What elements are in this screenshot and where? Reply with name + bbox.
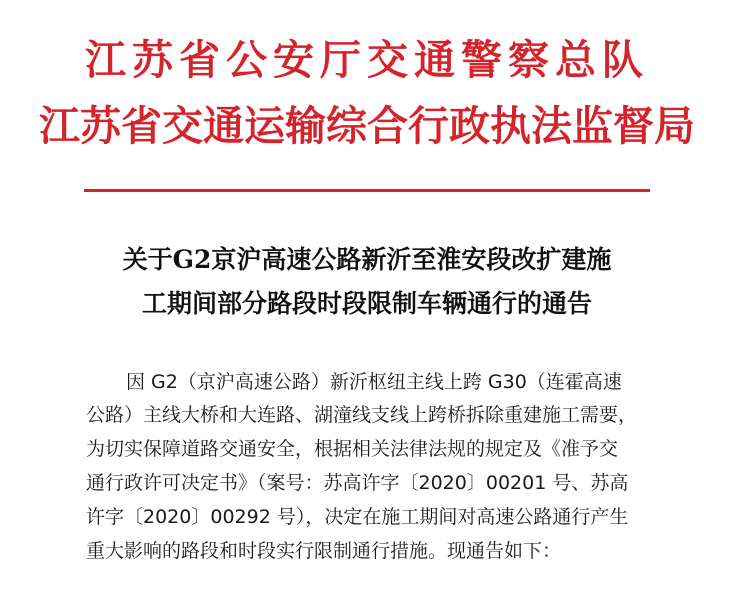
notice-title-line-2: 工期间部分路段时段限制车辆通行的通告 [141,289,592,318]
body-paragraph-line: 为切实保障道路交通安全，根据相关法律法规的规定及《准予交 [86,438,619,460]
red-divider-line [84,189,650,192]
issuing-authority-2: 江苏省交通运输综合行政执法监督局 [39,102,695,150]
issuing-authority-1: 江苏省公安厅交通警察总队 [85,36,649,84]
notice-title-line-1: 关于G2京沪高速公路新沂至淮安段改扩建施 [122,245,612,274]
body-paragraph-line: 因 G2（京沪高速公路）新沂枢纽主线上跨 G30（连霍高速 [126,371,622,393]
body-paragraph-line: 公路）主线大桥和大连路、湖潼线支线上跨桥拆除重建施工需要， [86,404,638,426]
body-paragraph-line: 通行政许可决定书》（案号：苏高许字〔2020〕00201 号、苏高 [86,472,629,494]
body-paragraph-line: 许字〔2020〕00292 号），决定在施工期间对高速公路通行产生 [86,506,629,528]
body-paragraph-line: 重大影响的路段和时段实行限制通行措施。现通告如下： [86,540,562,562]
